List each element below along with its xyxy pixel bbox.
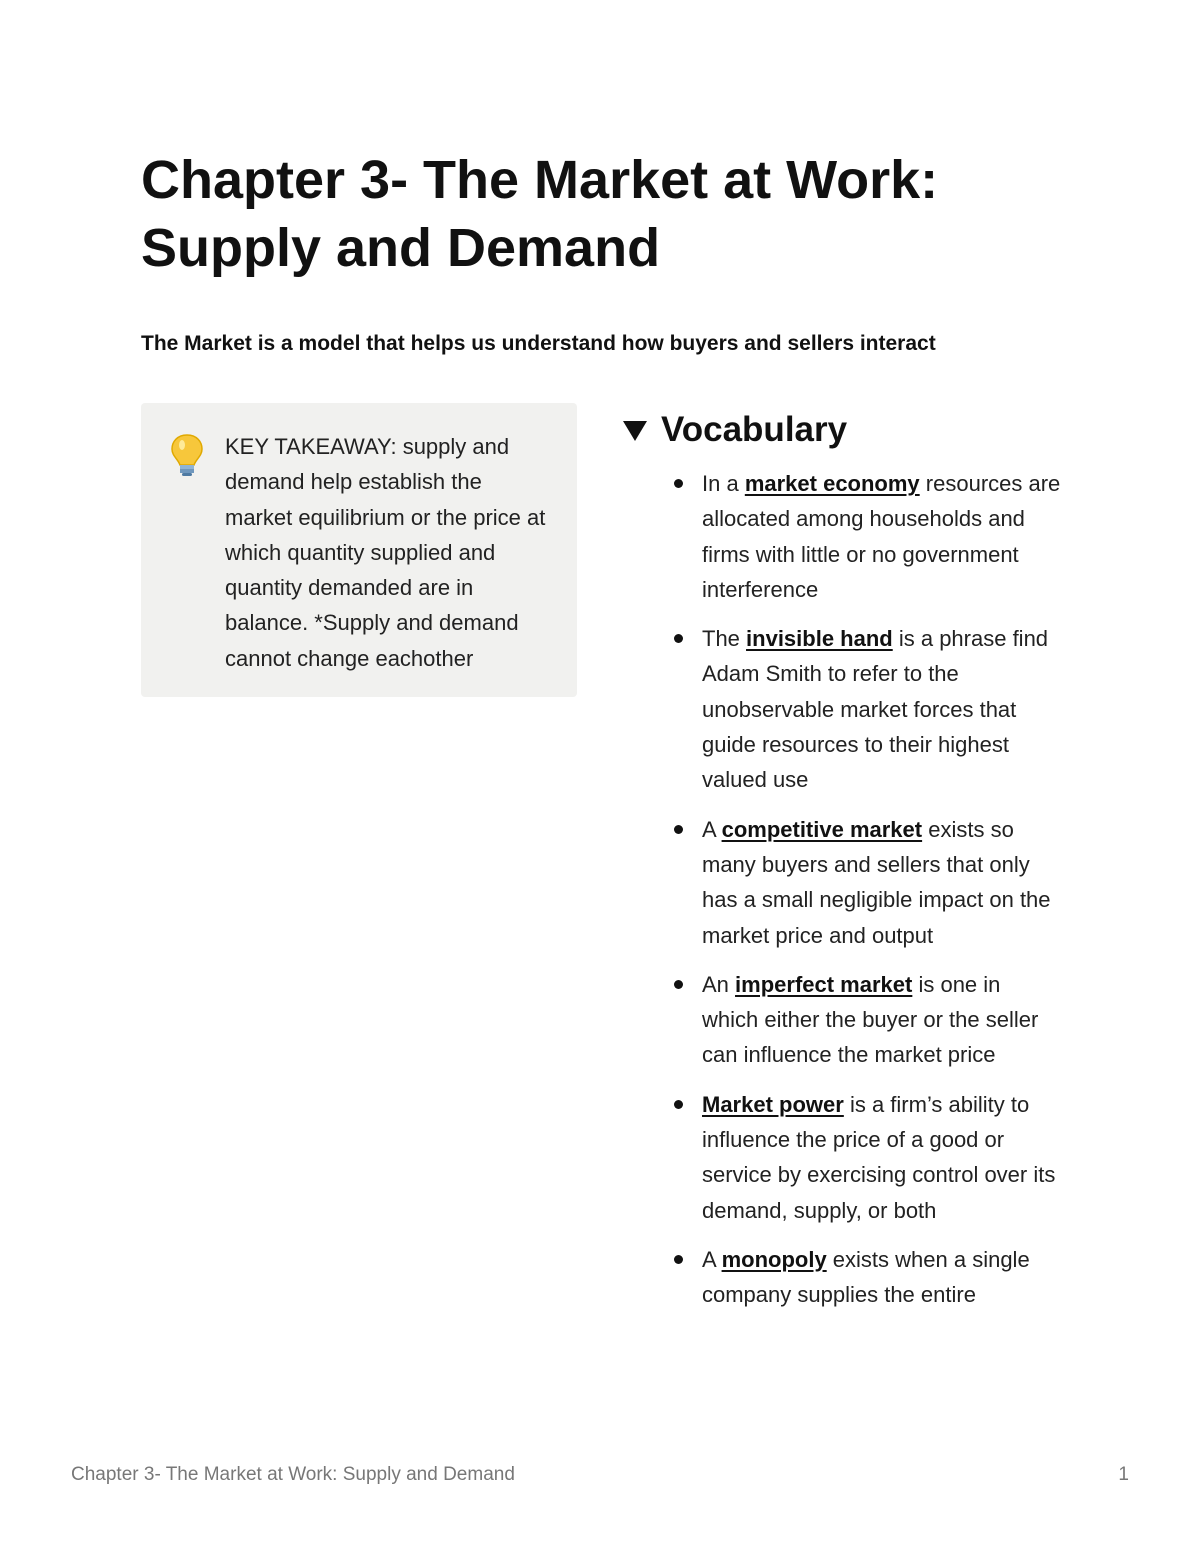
page-subtitle: The Market is a model that helps us understand how buyers and sellers interact xyxy=(141,332,936,355)
list-item: A competitive market exists so many buyers and sellers that only has a small negligible impact on the market price and output xyxy=(672,812,1062,953)
bullet-icon xyxy=(674,1100,683,1109)
bullet-icon xyxy=(674,634,683,643)
footer-title: Chapter 3- The Market at Work: Supply and Demand xyxy=(71,1464,515,1485)
list-item: A monopoly exists when a single company supplies the entire xyxy=(672,1242,1062,1313)
vocab-term: market economy xyxy=(744,471,920,496)
key-takeaway-text: KEY TAKEAWAY: supply and demand help establish the market equilibrium or the price at which quantity supplied and quantity demanded are in balance. *Supply and demand cannot change eachother xyxy=(225,434,546,671)
bullet-icon xyxy=(674,1255,683,1264)
vocab-term: monopoly xyxy=(721,1246,827,1272)
list-item: Market power is a firm’s ability to influence the price of a good or service by exercising control over its demand, supply, or both xyxy=(672,1087,1062,1228)
vocab-term: imperfect market xyxy=(735,971,913,997)
key-takeaway-callout xyxy=(141,403,577,697)
vocab-term: invisible hand xyxy=(746,626,893,652)
list-item: An imperfect market is one in which either the buyer or the seller can influence the market price xyxy=(672,967,1062,1073)
vocab-term: Market power xyxy=(702,1091,844,1117)
list-item: In a market economy resources are allocated among households and firms with little or no government interference xyxy=(672,466,1062,607)
lightbulb-icon xyxy=(169,433,205,479)
vocabulary-list xyxy=(672,466,1062,1327)
page-number: 1 xyxy=(1118,1464,1129,1485)
vocab-term: competitive market xyxy=(721,816,923,842)
bullet-icon xyxy=(674,980,683,989)
bullet-icon xyxy=(674,825,683,834)
vocabulary-heading: Vocabulary xyxy=(661,410,848,449)
vocabulary-toggle[interactable] xyxy=(621,406,847,454)
page-title: Chapter 3- The Market at Work: Supply and Demand xyxy=(141,150,939,278)
list-item: The invisible hand is a phrase find Adam Smith to refer to the unobservable market forces that guide resources to their highest valued use xyxy=(672,621,1062,797)
bullet-icon xyxy=(674,479,683,488)
triangle-down-icon[interactable] xyxy=(621,416,649,444)
